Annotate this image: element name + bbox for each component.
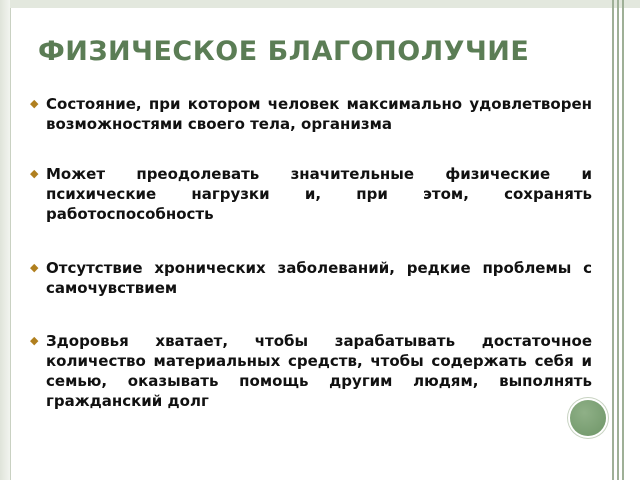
left-border	[0, 0, 10, 480]
bullet-marker-icon: ◆	[30, 97, 39, 110]
top-border	[0, 0, 640, 8]
bullet-item	[30, 331, 592, 411]
bullet-marker-icon: ◆	[30, 261, 39, 274]
bullet-marker-icon: ◆	[30, 334, 39, 347]
bullet-text: Состояние, при котором человек максимально удовлетворен возможностями своего тела, организма	[46, 95, 592, 133]
decorative-circle-icon	[570, 400, 606, 436]
right-border-line	[617, 0, 619, 480]
bullet-item	[30, 164, 592, 224]
bullet-item	[30, 258, 592, 298]
bullet-item	[30, 94, 592, 134]
bullet-text: Может преодолевать значительные физические и психические нагрузки и, при этом, сохранять работоспособность	[46, 165, 592, 223]
left-border-line	[10, 8, 11, 480]
bullet-text: Здоровья хватает, чтобы зарабатывать достаточное количество материальных средств, чтобы содержать себя и семью, оказывать помощь другим людям, выполнять гражданский долг	[46, 332, 592, 410]
slide-title: ФИЗИЧЕСКОЕ БЛАГОПОЛУЧИЕ	[38, 36, 530, 67]
right-border-line	[622, 0, 624, 480]
bullet-text: Отсутствие хронических заболеваний, редкие проблемы с самочувствием	[46, 259, 592, 297]
bullet-marker-icon: ◆	[30, 167, 39, 180]
bullet-list	[30, 94, 592, 411]
right-border-line	[612, 0, 614, 480]
